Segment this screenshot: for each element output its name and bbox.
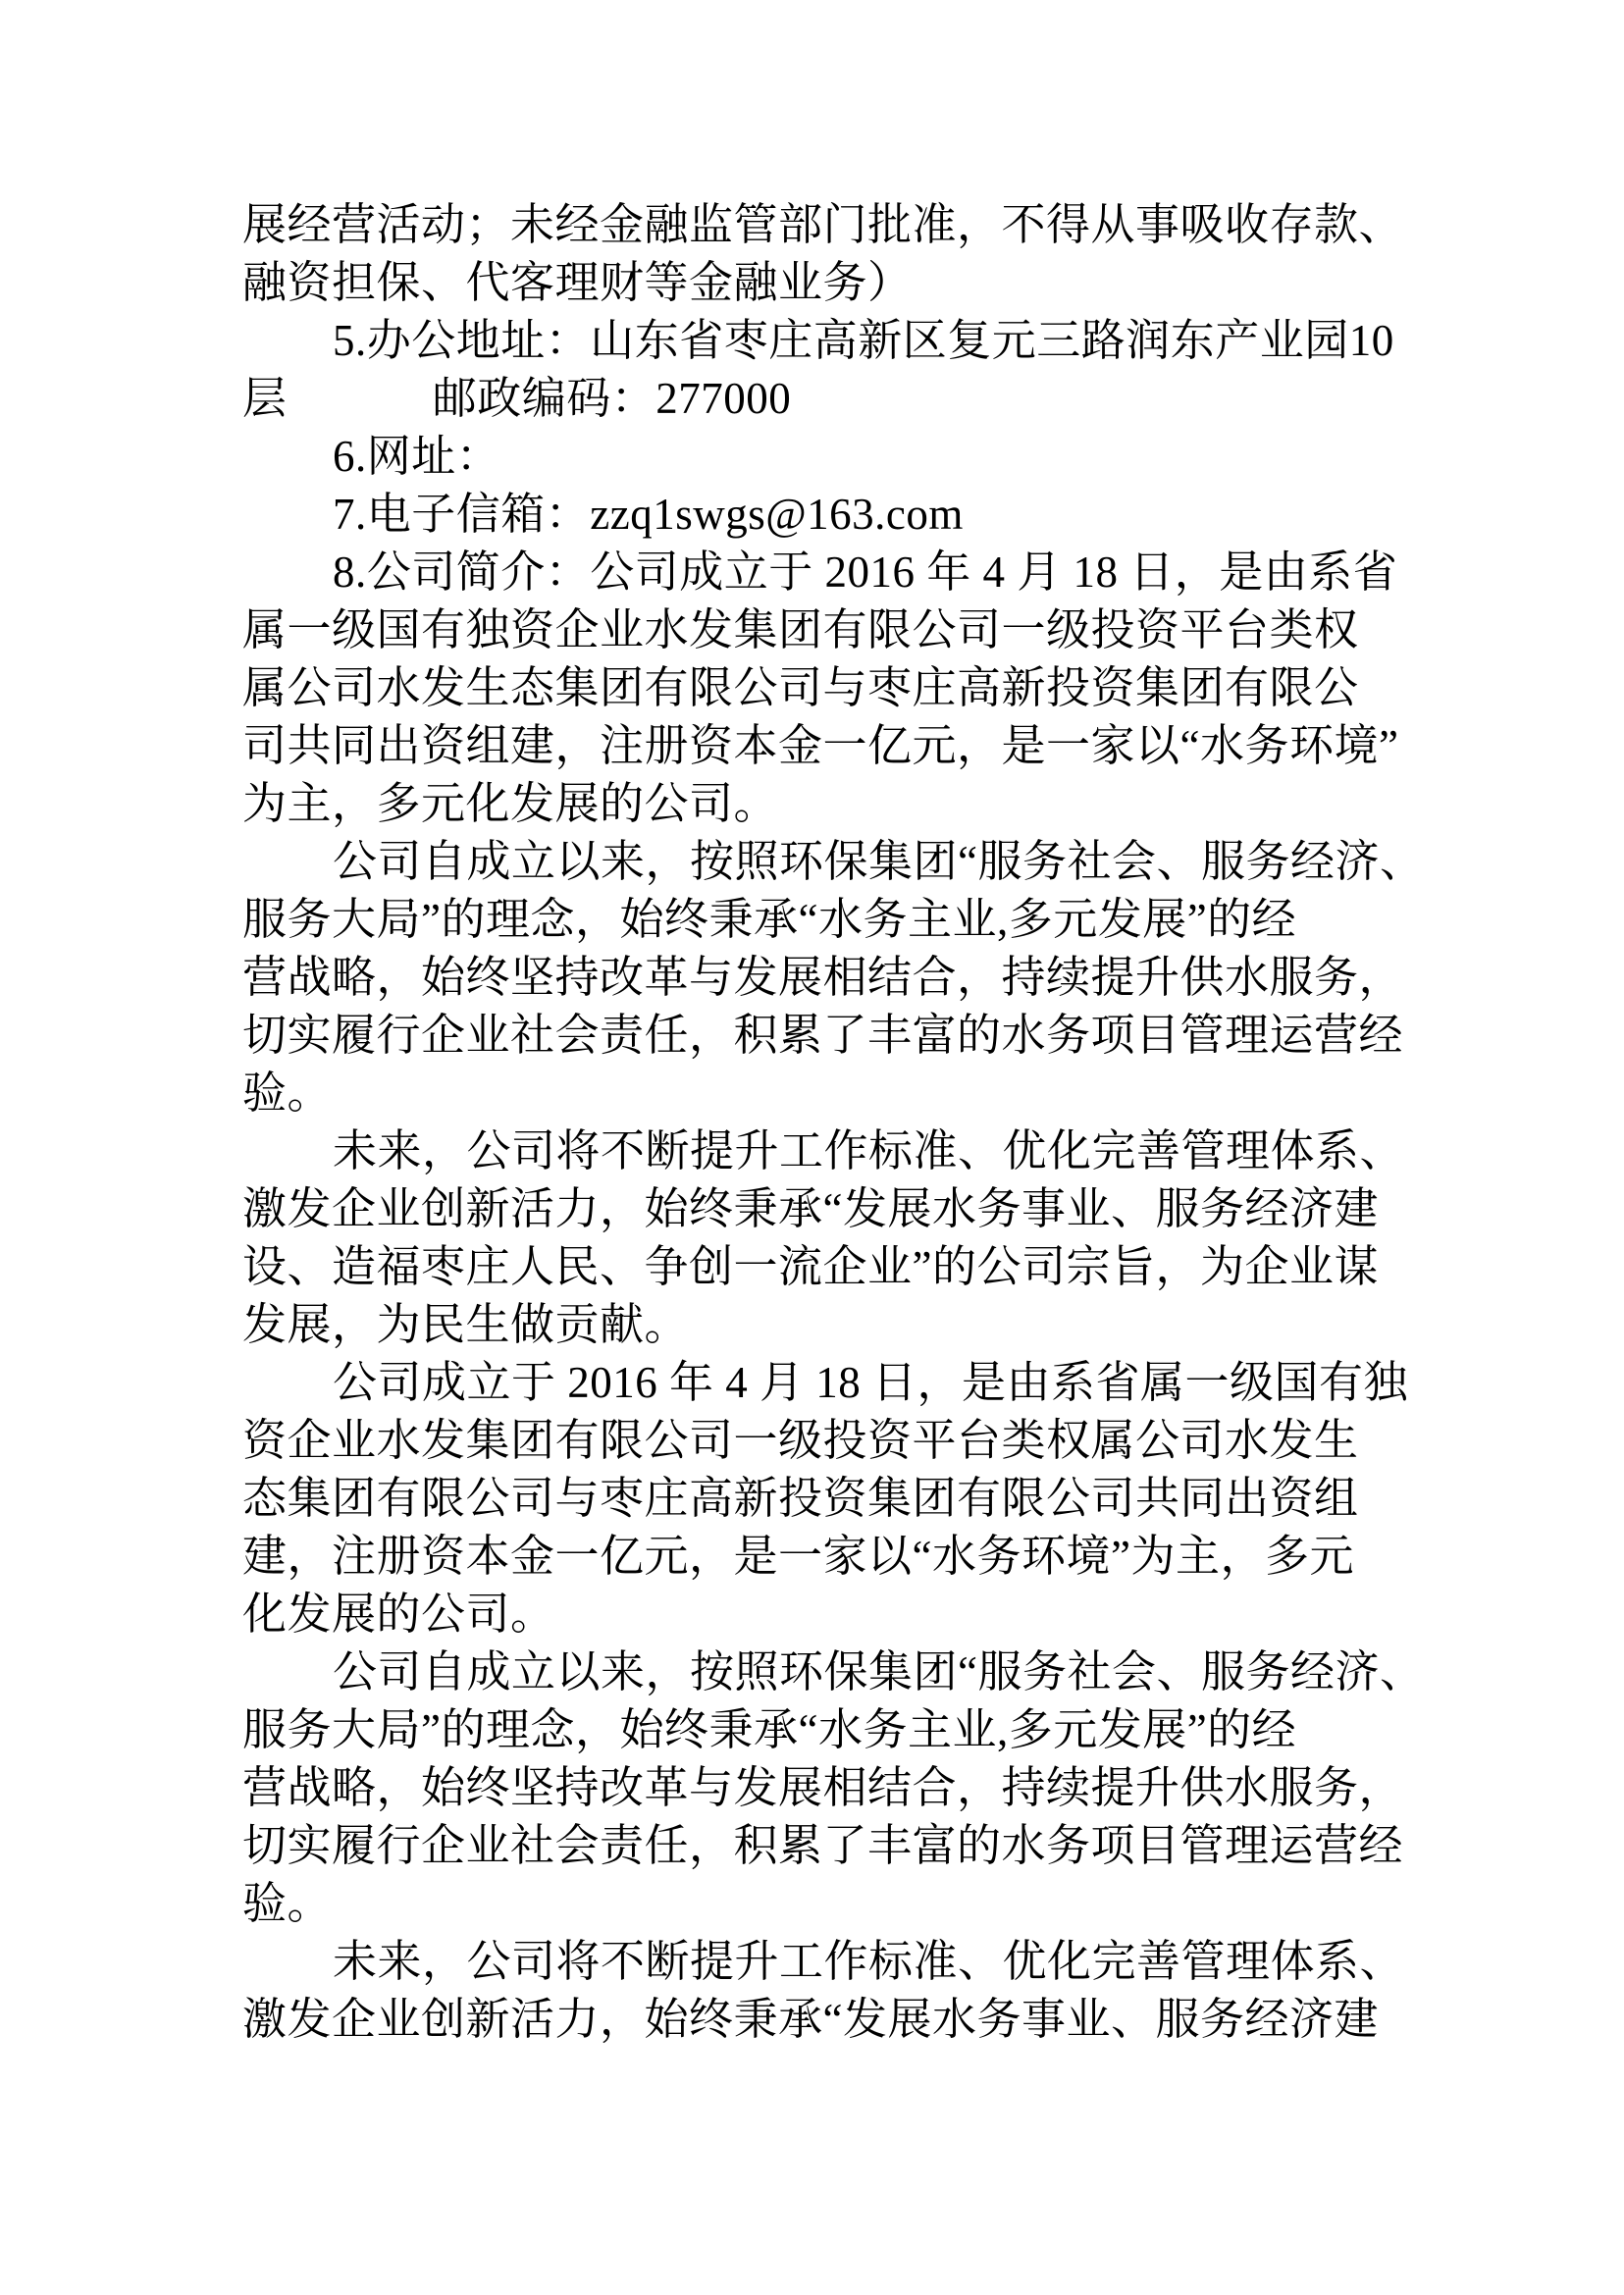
text-line: 验。 bbox=[242, 1879, 333, 1928]
text-line: 营战略，始终坚持改革与发展相结合，持续提升供水服务， bbox=[242, 953, 1404, 1002]
text-line: 设、造福枣庄人民、争创一流企业”的公司宗旨，为企业谋 bbox=[242, 1242, 1379, 1291]
text-line: 发展，为民生做贡献。 bbox=[242, 1300, 690, 1349]
text-line: 验。 bbox=[242, 1069, 333, 1118]
text-line: 化发展的公司。 bbox=[242, 1590, 555, 1639]
text-line: 6.网址： bbox=[333, 432, 501, 481]
text-line: 服务大局”的理念，始终秉承“水务主业,多元发展”的经 bbox=[242, 895, 1297, 944]
text-line: 司共同出资组建，注册资本金一亿元，是一家以“水务环境” bbox=[242, 721, 1399, 770]
text-line: 展经营活动；未经金融监管部门批准，不得从事吸收存款、 bbox=[242, 200, 1404, 249]
text-line: 7.电子信箱：zzq1swgs@163.com bbox=[333, 490, 964, 539]
text-line: 服务大局”的理念，始终秉承“水务主业,多元发展”的经 bbox=[242, 1705, 1297, 1754]
text-line: 切实履行企业社会责任，积累了丰富的水务项目管理运营经 bbox=[242, 1011, 1404, 1060]
text-line: 为主，多元化发展的公司。 bbox=[242, 779, 779, 828]
text-line: 公司成立于 2016 年 4 月 18 日，是由系省属一级国有独 bbox=[333, 1358, 1409, 1407]
text-line: 融资担保、代客理财等金融业务） bbox=[242, 258, 913, 307]
text-line: 建，注册资本金一亿元，是一家以“水务环境”为主，多元 bbox=[242, 1532, 1354, 1581]
text-line: 态集团有限公司与枣庄高新投资集团有限公司共同出资组 bbox=[242, 1474, 1359, 1523]
text-line: 公司自成立以来，按照环保集团“服务社会、服务经济、 bbox=[333, 1647, 1425, 1696]
text-line: 资企业水发集团有限公司一级投资平台类权属公司水发生 bbox=[242, 1416, 1359, 1465]
text-line: 8.公司简介：公司成立于 2016 年 4 月 18 日，是由系省 bbox=[333, 548, 1398, 597]
text-line: 未来，公司将不断提升工作标准、优化完善管理体系、 bbox=[333, 1126, 1405, 1175]
text-line: 切实履行企业社会责任，积累了丰富的水务项目管理运营经 bbox=[242, 1821, 1404, 1870]
text-line: 5.办公地址：山东省枣庄高新区复元三路润东产业园10 bbox=[333, 316, 1394, 365]
text-line: 激发企业创新活力，始终秉承“发展水务事业、服务经济建 bbox=[242, 1995, 1379, 2044]
text-line: 属公司水发生态集团有限公司与枣庄高新投资集团有限公 bbox=[242, 663, 1359, 712]
text-line: 营战略，始终坚持改革与发展相结合，持续提升供水服务， bbox=[242, 1763, 1404, 1812]
text-line: 层 邮政编码：277000 bbox=[242, 374, 792, 423]
document-body bbox=[242, 196, 1425, 2049]
text-line: 公司自成立以来，按照环保集团“服务社会、服务经济、 bbox=[333, 837, 1425, 886]
text-line: 属一级国有独资企业水发集团有限公司一级投资平台类权 bbox=[242, 605, 1359, 654]
text-line: 激发企业创新活力，始终秉承“发展水务事业、服务经济建 bbox=[242, 1184, 1379, 1233]
text-line: 未来，公司将不断提升工作标准、优化完善管理体系、 bbox=[333, 1937, 1405, 1986]
